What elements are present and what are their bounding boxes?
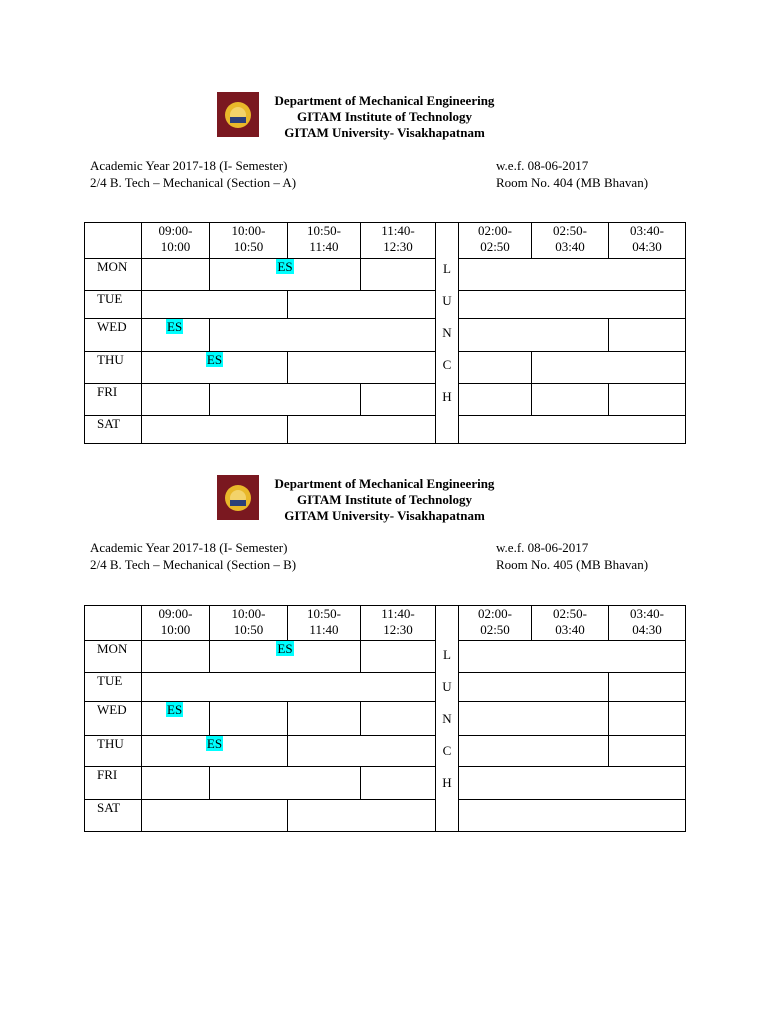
academic-year: Academic Year 2017-18 (I- Semester) bbox=[90, 540, 288, 555]
day-row-thu bbox=[85, 352, 686, 384]
day-label: WED bbox=[85, 319, 142, 352]
university-name: GITAM University- Visakhapatnam bbox=[284, 508, 485, 523]
cell bbox=[210, 641, 361, 673]
day-row-sat bbox=[85, 416, 686, 444]
institute-name: GITAM Institute of Technology bbox=[297, 109, 472, 124]
corner-cell bbox=[85, 606, 142, 641]
slot-header: 10:00- 10:50 bbox=[210, 606, 288, 641]
lunch-column: L U N C H bbox=[436, 606, 459, 832]
wef-date: w.e.f. 08-06-2017 bbox=[496, 158, 589, 173]
day-label: FRI bbox=[85, 384, 142, 416]
subject-es: ES bbox=[167, 319, 183, 334]
day-row-wed bbox=[85, 702, 686, 736]
subject-es: ES bbox=[206, 352, 223, 367]
day-label: TUE bbox=[85, 291, 142, 319]
cell bbox=[361, 641, 436, 673]
slot-header: 11:40- 12:30 bbox=[361, 606, 436, 641]
day-row-thu bbox=[85, 736, 686, 767]
timetable-grid bbox=[84, 605, 686, 832]
cell bbox=[459, 702, 609, 736]
room-number: Room No. 405 (MB Bhavan) bbox=[496, 557, 649, 572]
slot-header: 10:50- 11:40 bbox=[288, 223, 361, 259]
gitam-logo bbox=[217, 92, 259, 137]
cell bbox=[142, 800, 288, 832]
day-row-tue bbox=[85, 673, 686, 702]
academic-year: Academic Year 2017-18 (I- Semester) bbox=[90, 158, 288, 173]
day-label: MON bbox=[85, 259, 142, 291]
slot-header: 10:50- 11:40 bbox=[288, 606, 361, 641]
subject-es: ES bbox=[277, 641, 293, 656]
slot-header: 10:00- 10:50 bbox=[210, 223, 288, 259]
room-info bbox=[496, 539, 648, 573]
day-label: THU bbox=[85, 736, 142, 767]
room-info bbox=[496, 157, 648, 191]
subject-es: ES bbox=[167, 702, 183, 717]
cell bbox=[459, 416, 686, 444]
cell bbox=[459, 736, 609, 767]
cell bbox=[288, 352, 436, 384]
cell bbox=[142, 641, 210, 673]
corner-cell bbox=[85, 223, 142, 259]
cell bbox=[210, 259, 361, 291]
cell bbox=[459, 641, 686, 673]
slot-header: 11:40- 12:30 bbox=[361, 223, 436, 259]
department-name: Department of Mechanical Engineering bbox=[274, 93, 495, 108]
day-row-wed bbox=[85, 319, 686, 352]
cell bbox=[361, 767, 436, 800]
header-row bbox=[85, 606, 686, 641]
day-row-mon bbox=[85, 259, 686, 291]
day-label: SAT bbox=[85, 416, 142, 444]
day-label: WED bbox=[85, 702, 142, 736]
class-info bbox=[90, 157, 296, 191]
cell bbox=[142, 291, 288, 319]
room-number: Room No. 404 (MB Bhavan) bbox=[496, 175, 649, 190]
cell bbox=[142, 767, 210, 800]
cell bbox=[142, 673, 436, 702]
timetable-grid bbox=[84, 222, 686, 444]
gitam-logo bbox=[217, 475, 259, 520]
class-info bbox=[90, 539, 296, 573]
cell bbox=[609, 319, 686, 352]
cell bbox=[142, 384, 210, 416]
day-row-fri bbox=[85, 767, 686, 800]
day-label: THU bbox=[85, 352, 142, 384]
cell bbox=[142, 736, 288, 767]
cell bbox=[532, 352, 686, 384]
cell bbox=[142, 702, 210, 736]
cell bbox=[609, 673, 686, 702]
slot-header: 02:50- 03:40 bbox=[532, 606, 609, 641]
cell bbox=[142, 352, 288, 384]
slot-header: 02:00- 02:50 bbox=[459, 223, 532, 259]
cell bbox=[459, 384, 532, 416]
cell bbox=[288, 800, 436, 832]
university-name: GITAM University- Visakhapatnam bbox=[284, 125, 485, 140]
cell bbox=[532, 384, 609, 416]
department-name: Department of Mechanical Engineering bbox=[274, 476, 495, 491]
cell bbox=[142, 319, 210, 352]
cell bbox=[142, 416, 288, 444]
day-row-tue bbox=[85, 291, 686, 319]
day-label: MON bbox=[85, 641, 142, 673]
header-title bbox=[262, 93, 507, 141]
cell bbox=[288, 736, 436, 767]
slot-header: 02:50- 03:40 bbox=[532, 223, 609, 259]
cell bbox=[609, 384, 686, 416]
slot-header: 09:00- 10:00 bbox=[142, 606, 210, 641]
cell bbox=[459, 800, 686, 832]
day-label: SAT bbox=[85, 800, 142, 832]
cell bbox=[210, 702, 288, 736]
cell bbox=[210, 319, 436, 352]
cell bbox=[361, 702, 436, 736]
wef-date: w.e.f. 08-06-2017 bbox=[496, 540, 589, 555]
cell bbox=[361, 259, 436, 291]
subject-es: ES bbox=[206, 736, 223, 751]
cell bbox=[142, 259, 210, 291]
header-row bbox=[85, 223, 686, 259]
cell bbox=[459, 259, 686, 291]
day-label: FRI bbox=[85, 767, 142, 800]
header-title bbox=[262, 476, 507, 524]
day-row-fri bbox=[85, 384, 686, 416]
cell bbox=[459, 673, 609, 702]
cell bbox=[459, 291, 686, 319]
cell bbox=[459, 352, 532, 384]
cell bbox=[361, 384, 436, 416]
slot-header: 02:00- 02:50 bbox=[459, 606, 532, 641]
slot-header: 09:00- 10:00 bbox=[142, 223, 210, 259]
cell bbox=[210, 384, 361, 416]
cell bbox=[288, 291, 436, 319]
slot-header: 03:40- 04:30 bbox=[609, 606, 686, 641]
class-section: 2/4 B. Tech – Mechanical (Section – A) bbox=[90, 175, 297, 190]
day-label: TUE bbox=[85, 673, 142, 702]
cell bbox=[459, 767, 686, 800]
day-row-sat bbox=[85, 800, 686, 832]
institute-name: GITAM Institute of Technology bbox=[297, 492, 472, 507]
slot-header: 03:40- 04:30 bbox=[609, 223, 686, 259]
cell bbox=[609, 702, 686, 736]
cell bbox=[609, 736, 686, 767]
class-section: 2/4 B. Tech – Mechanical (Section – B) bbox=[90, 557, 297, 572]
day-row-mon bbox=[85, 641, 686, 673]
subject-es: ES bbox=[277, 259, 293, 274]
lunch-column: L U N C H bbox=[436, 223, 459, 444]
cell bbox=[288, 416, 436, 444]
cell bbox=[459, 319, 609, 352]
cell bbox=[288, 702, 361, 736]
cell bbox=[210, 767, 361, 800]
